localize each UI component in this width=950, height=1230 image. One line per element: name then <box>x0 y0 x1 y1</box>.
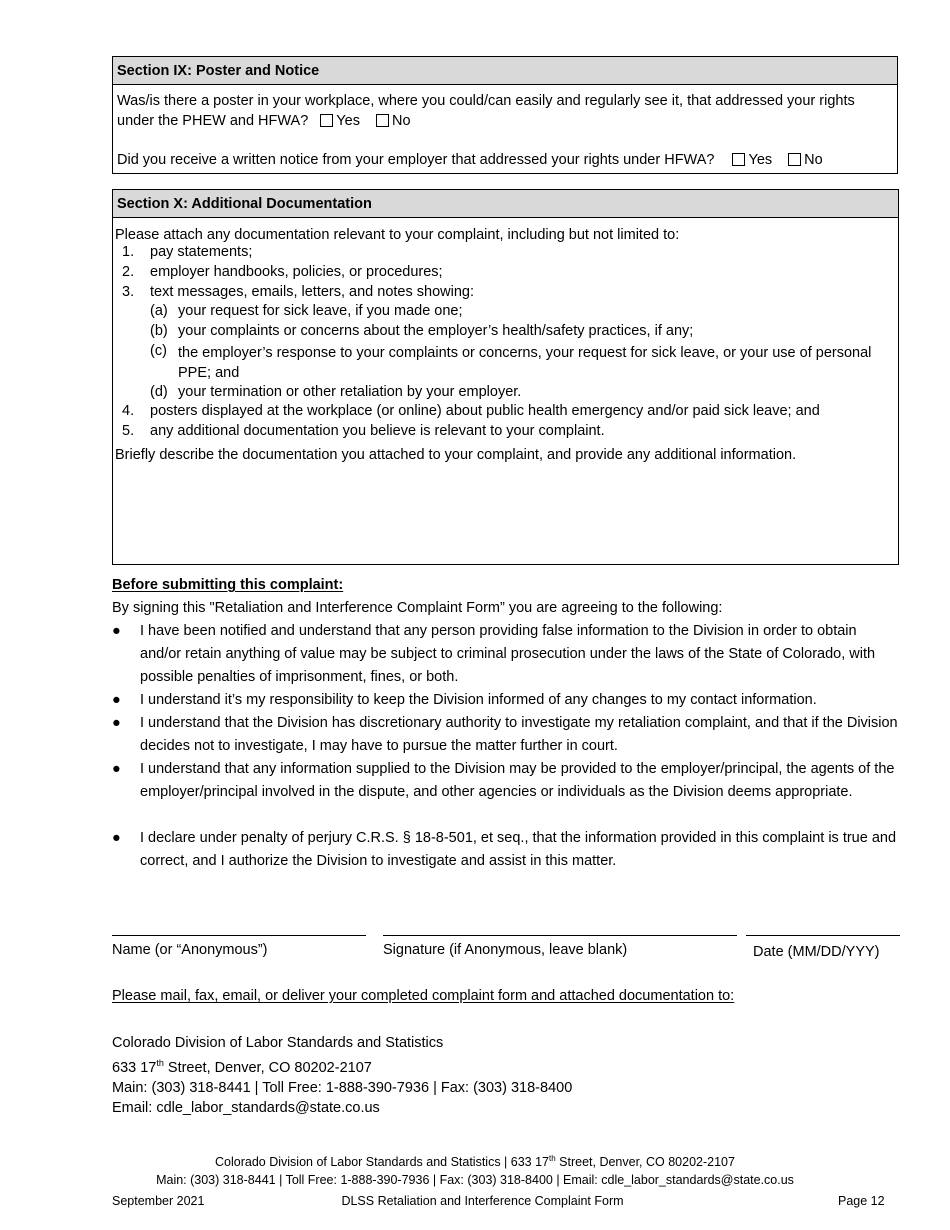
sub-item: your request for sick leave, if you made one; <box>178 303 463 319</box>
poster-no-checkbox[interactable] <box>376 114 389 127</box>
sub-item-number: (c) <box>150 343 167 359</box>
list-item: I understand that the Division has discretionary authority to investigate my retaliation complaint, and that if the Division decides not to investigate, I may have to pursue the matter further in court. <box>140 715 898 754</box>
list-item: employer handbooks, policies, or procedures; <box>150 264 443 280</box>
list-item: text messages, emails, letters, and notes showing: <box>150 284 474 300</box>
footer-line-2: Main: (303) 318-8441 | Toll Free: 1-888-390-7936 | Fax: (303) 318-8400 | Email: cdle_labor_standards@state.co.us <box>156 1173 794 1188</box>
footer-address <box>0 1150 950 1189</box>
notice-no-label: No <box>804 152 823 168</box>
sub-item-number: (a) <box>150 303 168 319</box>
bullet: ● <box>112 830 121 846</box>
address-org: Colorado Division of Labor Standards and Statistics <box>112 1035 444 1051</box>
address-phones: Main: (303) 318-8441 | Toll Free: 1-888-390-7936 | Fax: (303) 318-8400 <box>112 1079 573 1096</box>
notice-yes-label: Yes <box>748 152 773 168</box>
address-street: 633 17th Street, Denver, CO 80202-2107 <box>112 1058 372 1076</box>
sub-item-number: (d) <box>150 384 168 400</box>
poster-question <box>117 91 891 131</box>
name-label: Name (or “Anonymous”) <box>112 942 268 958</box>
list-item: pay statements; <box>150 244 253 260</box>
notice-question <box>117 150 897 170</box>
list-item: I declare under penalty of perjury C.R.S. § 18-8-501, et seq., that the information provided in this complaint is true and correct, and I authorize the Division to investigate and assist in this matter. <box>140 830 897 869</box>
footer-page-number: Page 12 <box>838 1194 885 1208</box>
sub-item-number: (b) <box>150 323 168 339</box>
bullet: ● <box>112 692 121 708</box>
poster-question-text: Was/is there a poster in your workplace, where you could/can easily and regularly see it, that addressed your rights under the PHEW and HFWA? <box>117 93 855 129</box>
notice-question-text: Did you receive a written notice from your employer that addressed your rights under HFWA? <box>117 152 715 168</box>
name-line[interactable] <box>112 935 366 936</box>
footer-form-name: DLSS Retaliation and Interference Complaint Form <box>341 1194 624 1208</box>
bullet: ● <box>112 623 121 639</box>
signature-line[interactable] <box>383 935 737 936</box>
list-item-number: 5. <box>122 423 135 439</box>
footer-line-1: Colorado Division of Labor Standards and Statistics | 633 17th Street, Denver, CO 80202-2107 <box>215 1154 735 1170</box>
list-item: I understand that any information supplied to the Division may be provided to the employer/principal, the agents of the employer/principal involved in the dispute, and other agencies or individuals as the Division deems appropriate. <box>140 761 895 800</box>
poster-no-label: No <box>391 113 411 129</box>
poster-yes-checkbox[interactable] <box>320 114 333 127</box>
list-item-number: 2. <box>122 264 135 280</box>
section-ix-header: Section IX: Poster and Notice <box>113 57 897 85</box>
list-item: I understand it’s my responsibility to keep the Division informed of any changes to my contact information. <box>140 692 817 708</box>
notice-yes-checkbox[interactable] <box>732 153 745 166</box>
list-item: posters displayed at the workplace (or online) about public health emergency and/or paid sick leave; and <box>150 403 820 419</box>
agreement-intro: By signing this "Retaliation and Interference Complaint Form” you are agreeing to the following: <box>112 600 723 616</box>
bullet: ● <box>112 715 121 731</box>
section-x-header: Section X: Additional Documentation <box>113 190 898 218</box>
section-x-box <box>112 189 899 565</box>
before-submitting-title <box>112 577 343 593</box>
sub-item: your termination or other retaliation by your employer. <box>178 384 522 400</box>
list-item: any additional documentation you believe is relevant to your complaint. <box>150 423 605 439</box>
date-line[interactable] <box>746 935 900 936</box>
documentation-intro: Please attach any documentation relevant to your complaint, including but not limited to: <box>115 227 680 243</box>
notice-no-checkbox[interactable] <box>788 153 801 166</box>
date-label: Date (MM/DD/YYY) <box>753 944 880 960</box>
list-item-number: 4. <box>122 403 135 419</box>
list-item-number: 1. <box>122 244 135 260</box>
footer-date: September 2021 <box>112 1194 205 1208</box>
sub-item: your complaints or concerns about the employer’s health/safety practices, if any; <box>178 323 694 339</box>
before-submitting-title-text: Before submitting this complaint: <box>112 577 344 593</box>
list-item: I have been notified and understand that any person providing false information to the Division in order to obtain and/or retain anything of value may be subject to criminal prosecution under the laws of the State of Colorado, with possible penalties of imprisonment, fines, or both. <box>140 623 876 685</box>
poster-yes-label: Yes <box>336 113 360 129</box>
mail-instruction-text: Please mail, fax, email, or deliver your completed complaint form and attached documentation to: <box>112 988 735 1004</box>
sub-item: the employer’s response to your complaints or concerns, your request for sick leave, or your use of personal PPE; and <box>178 345 872 381</box>
list-item-number: 3. <box>122 284 135 300</box>
mail-instruction <box>112 988 734 1004</box>
address-email: Email: cdle_labor_standards@state.co.us <box>112 1099 380 1116</box>
signature-label: Signature (if Anonymous, leave blank) <box>383 942 628 958</box>
mailing-address <box>112 1033 572 1118</box>
documentation-description-prompt: Briefly describe the documentation you attached to your complaint, and provide any additional information. <box>115 447 797 463</box>
bullet: ● <box>112 761 121 777</box>
section-ix-box <box>112 56 898 174</box>
documentation-description-area[interactable] <box>115 470 893 560</box>
